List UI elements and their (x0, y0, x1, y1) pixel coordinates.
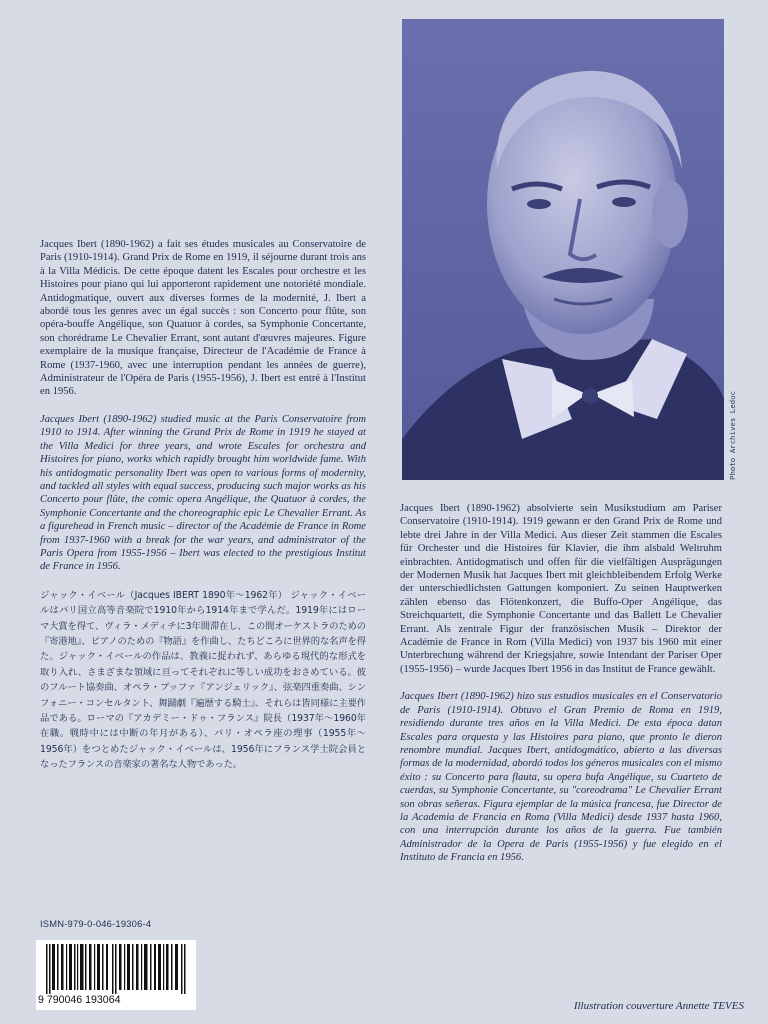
photo-credit: Photo Archives Leduc (728, 391, 737, 480)
right-column (400, 502, 722, 879)
barcode-digits: 9 790046 193064 (38, 994, 121, 1006)
japanese-paragraph: ジャック・イベール（Jacques IBERT 1890年〜1962年） ジャック・イベールはパリ国立高等音楽院で1910年から1914年まで学んだ。1919年にはローマ大賞を得て、ヴィラ・メディチに3年間滞在し、この間オーケストラのための『寄港地』、ピアノのための『物語』を作曲し、たちどころに世界的な名声を得た。ジャック・イベールの作品は、教義に捉われず、あらゆる現代的な形式を取り入れ、さまざまな領域に亘ってそれぞれに等しい成功をおさめている。彼のフルート協奏曲、オペラ・ブッファ『アンジェリック』、弦楽四重奏曲、シンフォニー・コンセルタント、舞踊劇『遍歴する騎士』、それらは皆同様に主要作品である。ローマの『アカデミー・ドゥ・フランス』院長（1937年〜1960年在職。戦時中には中断の年月がある）、パリ・オペラ座の理事（1955年〜1956年）をつとめたジャック・イベールは、1956年にフランス学士院会員となったフランスの音楽家の著名な人物であった。 (40, 589, 366, 771)
portrait-illustration (402, 19, 724, 480)
barcode-bars (46, 944, 186, 994)
barcode (36, 940, 196, 1010)
composer-portrait-photo (402, 19, 724, 480)
spanish-paragraph: Jacques Ibert (1890-1962) hizo sus estudios musicales en el Conservatorio de Paris (1910-1914). Obtuvo el Gran Premio de Roma en 1919, residiendo durante tres años en la Villa Medici. De esta época datan Escales para orquesta y las Histoires para piano, que pronto le dieron renombre mundial. Jacques Ibert, antidogmático, abierto a las diversas formas de la modernidad, abordó todos los géneros musicales con el mismo éxito : su Concerto para flauta, su opera bufa Angélique, su Cuarteto de cuerdas, su Symphonie Concertante, su "coreodrama" Le Chevalier Errant son obras señeras. Figura ejemplar de la música francesa, fue Director de la Academia de Francia en Roma (Villa Medici) desde 1937 hasta 1960, con una interrupción durante los años de la guerra. Fue también Administrador de la Opera de Paris (1955-1956) y fue elegido en el Instituto de Francia en 1956. (400, 691, 722, 864)
french-paragraph: Jacques Ibert (1890-1962) a fait ses études musicales au Conservatoire de Paris (1910-1914). Grand Prix de Rome en 1919, il séjourne durant trois ans à la Villa Médicis. De cette époque datent les Escales pour orchestre et les Histoires pour piano qui lui apporteront rapidement une notoriété mondiale. Antidogmatique, ouvert aux diverses formes de la modernité, J. Ibert a abordé tous les genres avec un égal succès : son Concerto pour flûte, son opéra-bouffe Angélique, son Quatuor à cordes, sa Symphonie Concertante, son chorédrame Le Chevalier Errant, sont autant d'œuvres majeures. Figure exemplaire de la musique française, Directeur de l'Académie de France à Rome (1937-1960, avec une interruption pendant les années de guerre), Administrateur de l'Opéra de Paris (1955-1956), J. Ibert est entré à l'Institut en 1956. (40, 239, 366, 398)
illustration-credit: Illustration couverture Annette TEVES (573, 1000, 744, 1012)
german-paragraph: Jacques Ibert (1890-1962) absolvierte sein Musikstudium am Pariser Conservatoire (1910-1914). 1919 gewann er den Grand Prix de Rome und lebte drei Jahre in der Villa Medici. Aus dieser Zeit stammen die Escales für Orchester und die Histoires für Klavier, die ihm alsbald Weltruhm einbrachten. Antidogmatisch und offen für die vielfältigen Ausprägungen der Modernen Musik hat Jacques Ibert mit gleichbleibendem Erfolg Werke der unterschiedlichsten Gattungen komponiert. Zu seinen Hauptwerken zählen ebenso das Flötenkonzert, die Buffo-Oper Angélique, das Streichquartett, die Symphonie Concertante und das Ballett Le Chevalier Errant. Als zentrale Figur der französischen Musik – Direktor der Académie de France in Rom (Villa Medici) von 1937 bis 1960 mit einer Unterbrechung während der Kriegsjahre, sowie Intendant der Pariser Oper (1955-1956) – wurde Jacques Ibert 1956 in das Institut de France gewählt. (400, 503, 722, 675)
ismn-number: ISMN-979-0-046-19306-4 (40, 918, 152, 929)
english-paragraph: Jacques Ibert (1890-1962) studied music at the Paris Conservatoire from 1910 to 1914. After winning the Grand Prix de Rome in 1919 he stayed at the Villa Medici for three years, and wrote Escales for orchestra and Histoires for piano, works which rapidly brought him worldwide fame. With his antidogmatic personality Ibert was open to various forms of modernity, and tackled all styles with equal success, producing such major works as his Concerto pour flûte, the comic opera Angélique, the Quatuor à cordes, the Symphonie Concertante and the choreographic epic Le Chevalier Errant. As a figurehead in French music – director of the Académie de France in Rome from 1937-1960 with a break for the war years, and administrator of the Paris Opera from 1955-1956 – Ibert was elected to the prestigious Institut de France in 1956. (40, 413, 366, 573)
left-column (40, 238, 366, 787)
